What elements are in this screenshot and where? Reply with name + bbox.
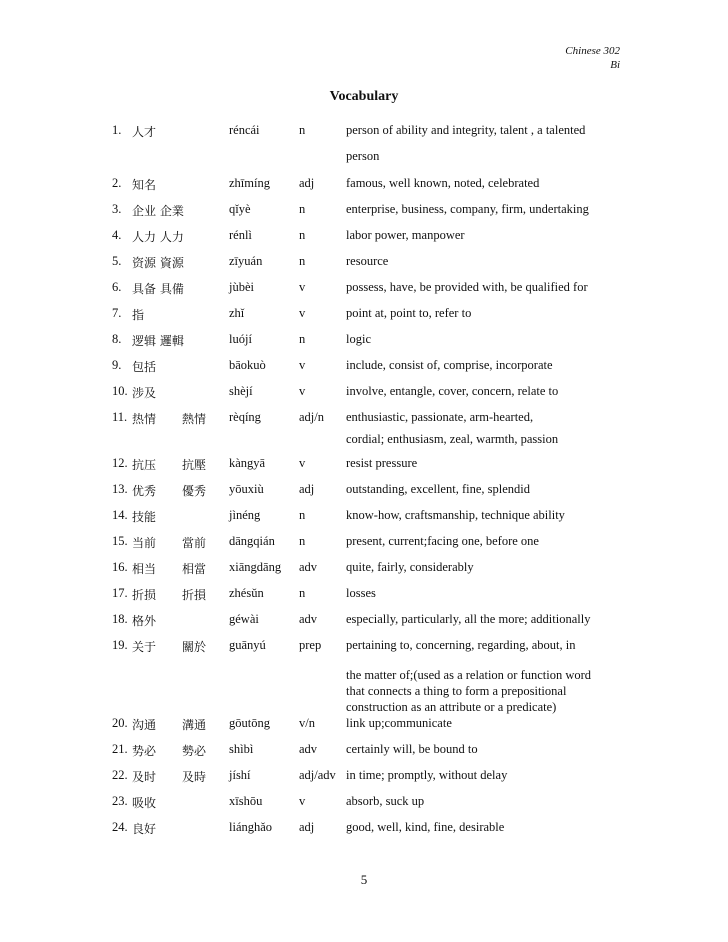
definition-line: labor power, manpower — [346, 228, 465, 242]
entry-number: 21. — [112, 742, 128, 756]
entry-simplified: 人力 人力 — [132, 230, 184, 244]
entry-pinyin: rénlì — [229, 228, 252, 242]
entry-part-of-speech: n — [299, 534, 306, 548]
entry-definition — [346, 280, 588, 295]
entry-pinyin: qǐyè — [229, 202, 251, 216]
entry-definition — [346, 638, 591, 715]
entry-definition — [346, 410, 558, 447]
entry-simplified: 折损 — [132, 588, 157, 602]
entry-definition — [346, 202, 589, 217]
entry-number: 20. — [112, 716, 128, 730]
entry-definition — [346, 794, 424, 809]
definition-line: cordial; enthusiasm, zeal, warmth, passion — [346, 432, 559, 446]
entry-part-of-speech: n — [299, 228, 306, 242]
entry-number: 11. — [112, 410, 128, 424]
entry-simplified: 关于 — [132, 640, 157, 654]
entry-simplified: 指 — [132, 308, 145, 322]
entry-part-of-speech: adj — [299, 176, 315, 190]
entry-pinyin: dāngqián — [229, 534, 275, 548]
entry-traditional: 相當 — [182, 562, 207, 576]
entry-pinyin: jíshí — [229, 768, 251, 782]
definition-line: especially, particularly, all the more; additionally — [346, 612, 591, 626]
definition-line: person of ability and integrity, talent , a talented — [346, 123, 586, 137]
entry-number: 22. — [112, 768, 128, 782]
entry-simplified: 格外 — [132, 614, 157, 628]
entry-simplified: 当前 — [132, 536, 157, 550]
course-level: Bi — [610, 59, 620, 71]
entry-part-of-speech: v — [299, 280, 306, 294]
entry-number: 17. — [112, 586, 128, 600]
entry-part-of-speech: adj — [299, 820, 315, 834]
entry-simplified: 抗压 — [132, 458, 157, 472]
entry-pinyin: géwài — [229, 612, 259, 626]
entry-part-of-speech: v/n — [299, 716, 315, 730]
entry-part-of-speech: v — [299, 306, 306, 320]
entry-definition — [346, 254, 388, 269]
entry-number: 7. — [112, 306, 122, 320]
entry-pinyin: yōuxiù — [229, 482, 264, 496]
entry-definition — [346, 534, 539, 549]
entry-simplified: 逻辑 邏輯 — [132, 334, 184, 348]
entry-simplified: 良好 — [132, 822, 157, 836]
entry-part-of-speech: n — [299, 123, 306, 137]
definition-line: that connects a thing to form a prepositional — [346, 684, 567, 698]
entry-number: 9. — [112, 358, 122, 372]
definition-line: link up;communicate — [346, 716, 452, 730]
definition-line: enterprise, business, company, firm, undertaking — [346, 202, 589, 216]
entry-part-of-speech: adj — [299, 482, 315, 496]
entry-part-of-speech: adj/n — [299, 410, 324, 424]
entry-pinyin: jìnéng — [229, 508, 261, 522]
entry-part-of-speech: adv — [299, 612, 318, 626]
entry-definition — [346, 123, 585, 164]
entry-simplified: 包括 — [132, 360, 157, 374]
entry-part-of-speech: adv — [299, 560, 318, 574]
entry-number: 24. — [112, 820, 128, 834]
entry-number: 1. — [112, 123, 122, 137]
entry-number: 23. — [112, 794, 128, 808]
definition-line: resist pressure — [346, 456, 418, 470]
entry-number: 10. — [112, 384, 128, 398]
entry-simplified: 热情 — [132, 412, 157, 426]
entry-traditional: 抗壓 — [182, 458, 207, 472]
entry-part-of-speech: prep — [299, 638, 322, 652]
entry-number: 16. — [112, 560, 128, 574]
definition-line: outstanding, excellent, fine, splendid — [346, 482, 530, 496]
entry-number: 5. — [112, 254, 122, 268]
entry-pinyin: shìbì — [229, 742, 254, 756]
entry-traditional: 及時 — [182, 770, 207, 784]
entry-part-of-speech: adj/adv — [299, 768, 336, 782]
entry-simplified: 相当 — [132, 562, 157, 576]
definition-line: resource — [346, 254, 389, 268]
definition-line: include, consist of, comprise, incorporate — [346, 358, 553, 372]
entry-definition — [346, 820, 504, 835]
definition-line: person — [346, 149, 380, 163]
entry-definition — [346, 176, 539, 191]
entry-pinyin: réncái — [229, 123, 260, 137]
entry-pinyin: zhīmíng — [229, 176, 270, 190]
entry-definition — [346, 586, 376, 601]
definition-line: certainly will, be bound to — [346, 742, 478, 756]
definition-line: construction as an attribute or a predicate) — [346, 700, 557, 714]
entry-number: 2. — [112, 176, 122, 190]
entry-part-of-speech: v — [299, 794, 306, 808]
entry-definition — [346, 456, 417, 471]
entry-part-of-speech: n — [299, 508, 306, 522]
entry-number: 12. — [112, 456, 128, 470]
entry-number: 19. — [112, 638, 128, 652]
entry-simplified: 企业 企業 — [132, 204, 184, 218]
definition-line: involve, entangle, cover, concern, relate to — [346, 384, 559, 398]
entry-definition — [346, 228, 465, 243]
entry-simplified: 人才 — [132, 125, 157, 139]
entry-pinyin: rèqíng — [229, 410, 261, 424]
definition-line: enthusiastic, passionate, arm-hearted, — [346, 410, 534, 424]
entry-simplified: 知名 — [132, 178, 157, 192]
entry-number: 6. — [112, 280, 122, 294]
entry-pinyin: zīyuán — [229, 254, 263, 268]
entry-number: 3. — [112, 202, 122, 216]
entry-traditional: 優秀 — [182, 484, 207, 498]
definition-line: logic — [346, 332, 371, 346]
definition-line: point at, point to, refer to — [346, 306, 472, 320]
definition-line: absorb, suck up — [346, 794, 425, 808]
entry-traditional: 勢必 — [182, 744, 207, 758]
definition-line: possess, have, be provided with, be qualified for — [346, 280, 588, 294]
definition-line: good, well, kind, fine, desirable — [346, 820, 505, 834]
entry-simplified: 吸收 — [132, 796, 157, 810]
course-header — [565, 44, 620, 72]
entry-definition — [346, 560, 474, 575]
entry-simplified: 优秀 — [132, 484, 157, 498]
entry-pinyin: bāokuò — [229, 358, 266, 372]
entry-definition — [346, 612, 590, 627]
definition-line: the matter of;(used as a relation or function word — [346, 668, 592, 682]
entry-simplified: 具备 具備 — [132, 282, 184, 296]
entry-number: 13. — [112, 482, 128, 496]
entry-traditional: 關於 — [182, 640, 207, 654]
entry-simplified: 涉及 — [132, 386, 157, 400]
entry-definition — [346, 508, 565, 523]
definition-line: present, current;facing one, before one — [346, 534, 539, 548]
entry-simplified: 技能 — [132, 510, 157, 524]
entry-number: 8. — [112, 332, 122, 346]
definition-line: quite, fairly, considerably — [346, 560, 474, 574]
entry-pinyin: jùbèi — [229, 280, 254, 294]
entry-traditional: 溝通 — [182, 718, 207, 732]
entry-part-of-speech: n — [299, 254, 306, 268]
page-number: 5 — [360, 872, 368, 887]
entry-traditional: 熱情 — [182, 412, 207, 426]
entry-pinyin: shèjí — [229, 384, 253, 398]
entry-definition — [346, 384, 558, 399]
entry-part-of-speech: n — [299, 202, 306, 216]
page-title: Vocabulary — [329, 89, 399, 104]
entry-number: 15. — [112, 534, 128, 548]
entry-part-of-speech: v — [299, 358, 306, 372]
definition-line: famous, well known, noted, celebrated — [346, 176, 540, 190]
entry-number: 18. — [112, 612, 128, 626]
entry-traditional: 折損 — [182, 588, 207, 602]
entry-pinyin: xiāngdāng — [229, 560, 282, 574]
entry-definition — [346, 306, 471, 321]
entry-pinyin: xīshōu — [229, 794, 263, 808]
entry-traditional: 當前 — [182, 536, 207, 550]
entry-pinyin: luójí — [229, 332, 252, 346]
entry-pinyin: zhǐ — [229, 306, 245, 320]
entry-pinyin: zhésǔn — [229, 586, 264, 600]
entry-definition — [346, 716, 452, 731]
entry-pinyin: guānyú — [229, 638, 266, 652]
entry-number: 4. — [112, 228, 122, 242]
entry-definition — [346, 742, 478, 757]
entry-number: 14. — [112, 508, 128, 522]
definition-line: losses — [346, 586, 376, 600]
entry-pinyin: liánghǎo — [229, 820, 273, 834]
entry-part-of-speech: adv — [299, 742, 318, 756]
entry-definition — [346, 358, 553, 373]
entry-definition — [346, 768, 507, 783]
entry-part-of-speech: n — [299, 586, 306, 600]
entry-part-of-speech: n — [299, 332, 306, 346]
entry-definition — [346, 332, 371, 347]
entry-simplified: 沟通 — [132, 718, 157, 732]
definition-line: in time; promptly, without delay — [346, 768, 508, 782]
course-name: Chinese 302 — [565, 45, 620, 57]
entry-simplified: 及时 — [132, 770, 157, 784]
entry-simplified: 资源 資源 — [132, 256, 184, 270]
entry-part-of-speech: v — [299, 456, 306, 470]
entry-simplified: 势必 — [132, 744, 157, 758]
entry-part-of-speech: v — [299, 384, 306, 398]
definition-line: pertaining to, concerning, regarding, about, in — [346, 638, 576, 652]
entry-definition — [346, 482, 530, 497]
entry-pinyin: kàngyā — [229, 456, 266, 470]
definition-line: know-how, craftsmanship, technique ability — [346, 508, 565, 522]
entry-pinyin: gōutōng — [229, 716, 270, 730]
